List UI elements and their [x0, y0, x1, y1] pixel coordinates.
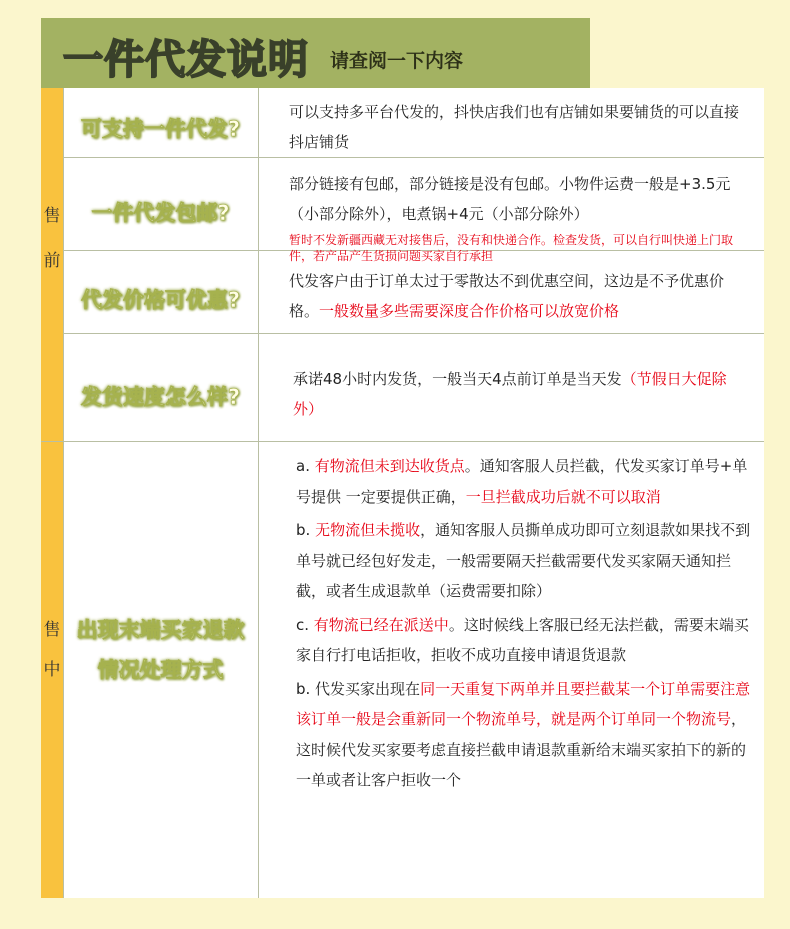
procedure-c-highlight: 有物流已经在派送中	[313, 615, 449, 634]
shipping-note: 暂时不发新疆西藏无对接售后，没有和快递合作。检查发货，可以自行叫快递上门取件，若产品产生货损问题买家自行承担	[289, 233, 734, 263]
answer-free-shipping: 部分链接有包邮，部分链接是没有包邮。小物件运费一般是+3.5元（小部分除外），电煮锅+4元（小部分除外）	[289, 175, 731, 223]
question-discount: 代发价格可优惠?	[80, 288, 241, 312]
procedure-c-prefix: c.	[296, 615, 314, 634]
column-divider	[258, 88, 259, 898]
question-refund-line2: 情况处理方式	[97, 658, 224, 682]
procedure-b-highlight: 无物流但未揽收	[315, 521, 421, 539]
section-label-mid-sale-1: 售	[43, 620, 61, 640]
procedure-a-prefix: a.	[296, 457, 315, 475]
procedure-d-highlight: 同一天重复下两单并且要拦截某一个订单需要注意该订单一般是会重新同一个物流单号，就是两个订单同一个物流号	[296, 679, 751, 728]
page-subtitle: 请查阅一下内容	[330, 50, 464, 72]
answer-multi-platform: 可以支持多平台代发的，抖快店我们也有店铺如果要铺货的可以直接抖店铺货	[289, 103, 740, 151]
procedure-b-text: ，通知客服人员撕单成功即可立刻退款如果找不到单号就已经包好发走，一般需要隔天拦截需要代发买家隔天通知拦截，或者生成退款单（运费需要扣除）	[296, 521, 751, 600]
question-shipping-speed: 发货速度怎么样?	[80, 385, 241, 409]
procedure-b-prefix: b.	[296, 521, 316, 539]
answer-discount-plain: 代发客户由于订单太过于零散达不到优惠空间，这边是不予优惠价格。	[289, 272, 725, 320]
procedure-a-warning: 一旦拦截成功后就不可以取消	[465, 487, 661, 506]
row-divider	[63, 157, 764, 158]
question-refund-line1: 出现末端买家退款	[76, 618, 245, 642]
row-divider	[63, 333, 764, 334]
procedure-a-highlight: 有物流但未到达收货点	[314, 457, 465, 475]
section-label-pre-sale-2: 前	[43, 251, 61, 271]
procedure-a	[296, 451, 756, 512]
answer-discount	[289, 266, 744, 326]
question-free-shipping: 一件代发包邮?	[91, 201, 230, 225]
procedure-d-prefix: b. 代发买家出现在	[296, 679, 421, 698]
section-label-mid-sale-2: 中	[43, 660, 61, 680]
procedure-a-text: 。通知客服人员拦截，代发买家订单号+单号提供 一定要提供正确，	[296, 457, 748, 506]
answer-speed-plain: 承诺48小时内发货，一般当天4点前订单是当天发	[293, 370, 622, 388]
answer-discount-highlight: 一般数量多些需要深度合作价格可以放宽价格	[319, 302, 620, 320]
procedure-c	[296, 610, 756, 671]
procedure-d	[296, 674, 756, 796]
page-title: 一件代发说明	[63, 37, 309, 83]
refund-procedures	[296, 451, 756, 799]
answer-shipping-speed	[293, 364, 748, 424]
procedure-b	[296, 515, 756, 607]
question-multi-platform: 可支持一件代发?	[80, 117, 241, 141]
procedure-c-text: 。这时候线上客服已经无法拦截，需要末端买家自行打电话拒收，拒收不成功直接申请退货退款	[296, 615, 749, 664]
section-divider	[41, 441, 764, 442]
answer-speed-highlight: （节假日大促除外）	[293, 370, 727, 418]
section-label-pre-sale-1: 售	[43, 206, 61, 226]
procedure-d-text: ，这时候代发买家要考虑直接拦截申请退款重新给末端买家拍下的新的一单或者让客户拒收一个	[296, 710, 747, 789]
